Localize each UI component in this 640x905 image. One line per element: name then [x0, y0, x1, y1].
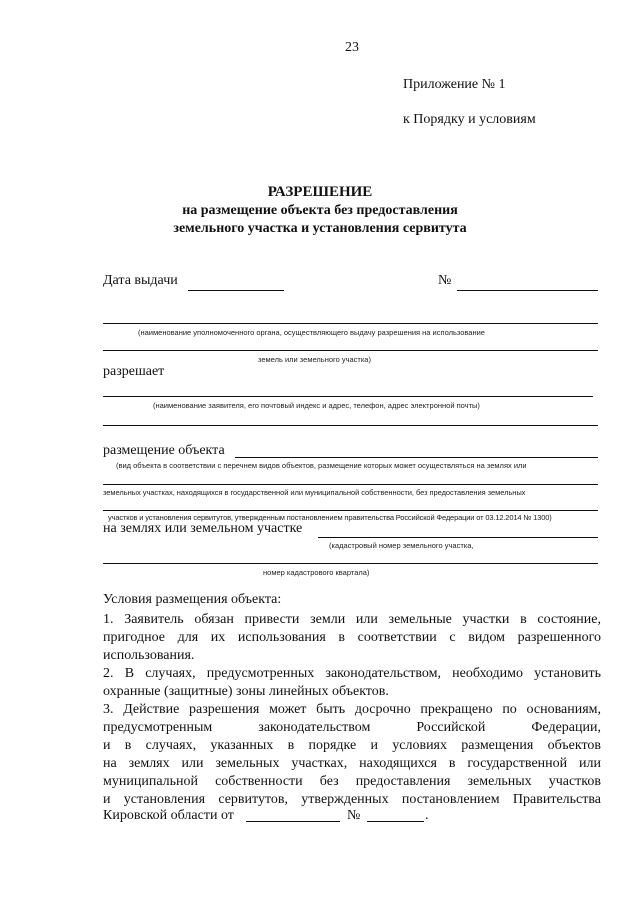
quarter-hint: номер кадастрового квартала)	[263, 568, 370, 577]
condition-2-line-1: 2. В случаях, предусмотренных законодательством, необходимо установить	[103, 666, 601, 681]
page-number: 23	[345, 40, 359, 55]
document-subtitle-1: на размещение объекта без предоставления	[182, 203, 458, 218]
condition-3-line-7: Кировской области от	[103, 808, 234, 823]
applicant-field[interactable]	[103, 396, 593, 397]
condition-3-line-4: на землях или земельных участках, находящихся в государственной или	[103, 756, 601, 771]
decree-number-field[interactable]	[367, 821, 424, 822]
document-title: РАЗРЕШЕНИЕ	[267, 184, 373, 200]
condition-3-line-1: 3. Действие разрешения может быть досрочно прекращено по основаниям,	[103, 702, 601, 717]
authority-hint-2: земель или земельного участка)	[258, 355, 371, 364]
document-subtitle-2: земельного участка и установления сервитута	[173, 221, 467, 236]
object-field-3[interactable]	[103, 510, 598, 511]
condition-3-line-5: муниципальной собственности без предоставления земельных участков	[103, 774, 601, 789]
authority-field[interactable]	[103, 323, 598, 324]
issue-date-field[interactable]	[188, 290, 284, 291]
authority-field-2[interactable]	[103, 350, 598, 351]
condition-3-line-6: и установления сервитутов, утвержденных постановлением Правительства	[103, 792, 601, 807]
conditions-heading: Условия размещения объекта:	[103, 592, 282, 607]
condition-1-line-1: 1. Заявитель обязан привести земли или земельные участки в состояние,	[103, 612, 601, 627]
condition-2-line-2: охранные (защитные) зоны линейных объектов.	[103, 684, 389, 699]
cadastral-field[interactable]	[318, 537, 598, 538]
object-hint-3: участков и установления сервитутов, утвержденным постановлением правительства Российской Федерации от 03.12.2014 № 1300)	[108, 513, 552, 522]
object-hint-2: земельных участках, находящихся в государственной или муниципальной собственности, без предоставления земельных	[103, 488, 526, 497]
cadastral-hint: (кадастровый номер земельного участка,	[329, 541, 474, 550]
condition-3-line-3: и в случаях, указанных в порядке и условиях размещения объектов	[103, 738, 601, 753]
permits-label: разрешает	[103, 364, 165, 379]
condition-3-line-2: предусмотренным законодательством Российской Федерации,	[103, 720, 601, 735]
issue-date-label: Дата выдачи	[103, 273, 178, 288]
authority-hint: (наименование уполномоченного органа, осуществляющего выдачу разрешения на использование	[138, 328, 485, 337]
decree-date-field[interactable]	[246, 821, 340, 822]
final-period: .	[425, 808, 429, 823]
object-field-2[interactable]	[103, 484, 598, 485]
applicant-hint: (наименование заявителя, его почтовый индекс и адрес, телефон, адрес электронной почты)	[153, 401, 480, 410]
object-label: размещение объекта	[103, 443, 225, 458]
appendix-reference: к Порядку и условиям	[403, 112, 536, 127]
quarter-field[interactable]	[103, 563, 598, 564]
appendix-number: Приложение № 1	[403, 77, 506, 92]
object-hint-1: (вид объекта в соответствии с перечнем видов объектов, размещение которых может осуществляться на землях или	[116, 461, 527, 470]
land-label: на землях или земельном участке	[103, 521, 303, 536]
condition-1-line-3: использования.	[103, 648, 195, 663]
decree-number-label: №	[347, 808, 361, 823]
condition-1-line-2: пригодное для их использования в соответствии с видом разрешенного	[103, 630, 601, 645]
number-field[interactable]	[457, 290, 598, 291]
object-field[interactable]	[235, 457, 598, 458]
number-label: №	[438, 273, 452, 288]
applicant-field-2[interactable]	[103, 425, 598, 426]
